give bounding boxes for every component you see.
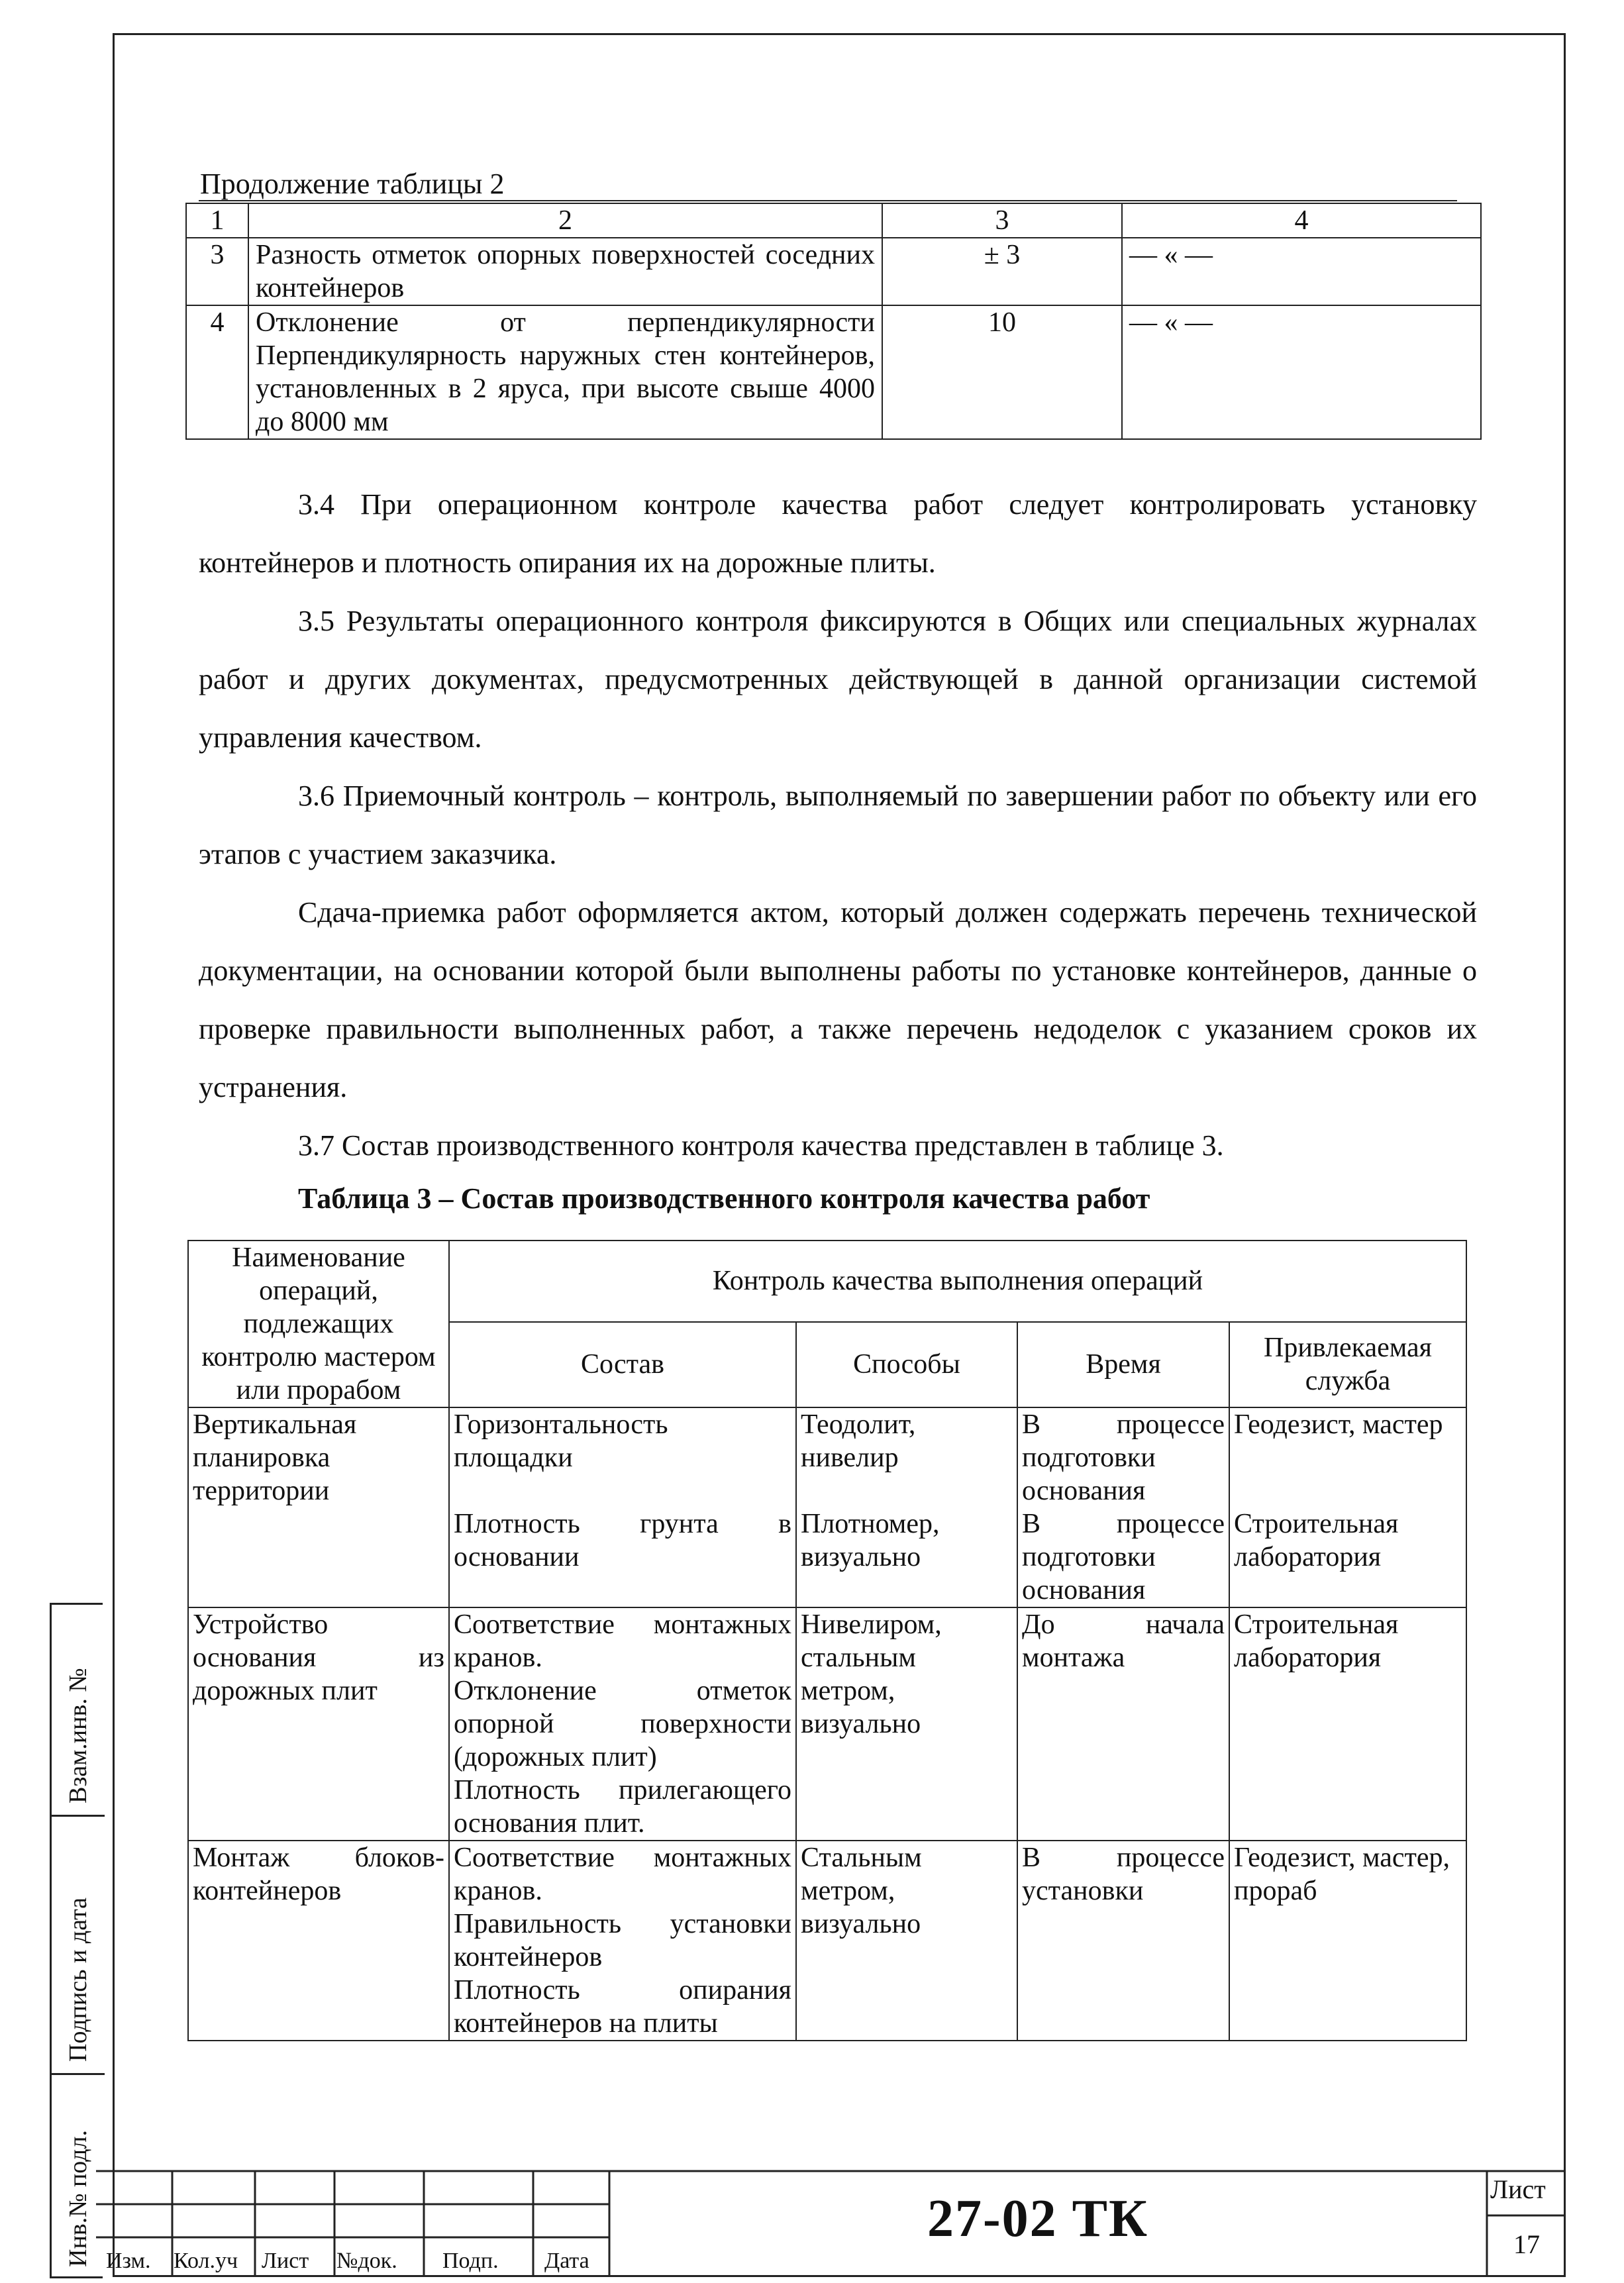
t2-row-value: ± 3 <box>882 238 1122 305</box>
stamp-label-date: Дата <box>544 2249 589 2273</box>
col-time-header: Время <box>1017 1322 1229 1407</box>
service-item: Строительная лаборатория <box>1234 1509 1399 1572</box>
service-cell: Геодезист, мастер, прораб <box>1229 1841 1466 2041</box>
t2-h4: 4 <box>1122 203 1481 238</box>
sheet-number: 17 <box>1513 2229 1540 2259</box>
t2-row-ref: — « — <box>1122 238 1481 305</box>
stamp-label-docnum: №док. <box>336 2249 397 2273</box>
col-operations-header: Наименование операций, подлежащих контролю мастером или прорабом <box>188 1241 449 1407</box>
paragraph-text: 3.6 Приемочный контроль – контроль, выполняемый по завершении работ по объекту или его этапов с участием заказчика. <box>199 780 1477 870</box>
operation-cell: Вертикальная планировка территории <box>188 1407 449 1607</box>
composition-item: Плотность опирания контейнеров на плиты <box>454 1975 791 2039</box>
time-cell: В процессе установки <box>1017 1841 1229 2041</box>
t2-row-text: Отклонение от перпендикулярности Перпендикулярность наружных стен контейнеров, установленных в 2 яруса, при высоте свыше 4000 до 8000 мм <box>248 305 882 439</box>
method-cell: Нивелиром, стальным метром, визуально <box>796 1607 1017 1841</box>
composition-item: Соответствие монтажных кранов. <box>454 1843 791 1906</box>
col-service-header: Привлекаемая служба <box>1229 1322 1466 1407</box>
sheet-label: Лист <box>1490 2174 1546 2204</box>
paragraph-text: 3.7 Состав производственного контроля качества представлен в таблице 3. <box>298 1129 1224 1162</box>
group-header: Контроль качества выполнения операций <box>449 1241 1466 1322</box>
service-cell: Строительная лаборатория <box>1229 1607 1466 1841</box>
side-label-replaced-inv: Взам.инв. № <box>64 1668 92 1803</box>
paragraph-text: Сдача-приемка работ оформляется актом, который должен содержать перечень технической документации, на основании которой были выполнены работы по установке контейнеров, данные о проверке правильности выполненных работ, а также перечень недоделок с указанием сроков их устранения. <box>199 896 1477 1103</box>
paragraph-text: 3.4 При операционном контроле качества работ следует контролировать установку контейнеров и плотность опирания их на дорожные плиты. <box>199 488 1477 579</box>
method-cell: Стальным метром, визуально <box>796 1841 1017 2041</box>
stamp-label-sheet: Лист <box>262 2249 309 2273</box>
composition-item: Правильность установки контейнеров <box>454 1909 791 1972</box>
service-item: Геодезист, мастер <box>1234 1409 1443 1440</box>
side-label-inv-orig: Инв.№ подл. <box>64 2129 92 2267</box>
stamp-label-signature: Подп. <box>442 2249 499 2273</box>
composition-item: Плотность прилегающего основания плит. <box>454 1775 791 1839</box>
composition-item: Плотность грунта в основании <box>454 1509 791 1572</box>
document-code: 27-02 ТК <box>927 2190 1149 2248</box>
table3-title: Таблица 3 – Состав производственного контроля качества работ <box>298 1182 1150 1215</box>
operation-cell: Устройство основания из дорожных плит <box>188 1607 449 1841</box>
side-label-sign-date: Подпись и дата <box>64 1897 92 2062</box>
time-item: В процессе подготовки основания <box>1022 1509 1225 1605</box>
composition-item: Горизонтальность площадки <box>454 1409 668 1473</box>
t2-h3: 3 <box>882 203 1122 238</box>
t2-row-num: 3 <box>186 238 248 305</box>
paragraph-text: 3.5 Результаты операционного контроля фиксируются в Общих или специальных журналах работ и других документах, предусмотренных действующей в данной организации системой управления качеством. <box>199 605 1477 754</box>
t2-row-value: 10 <box>882 305 1122 439</box>
stamp-label-count: Кол.уч <box>174 2249 238 2273</box>
col-composition-header: Состав <box>449 1322 796 1407</box>
stamp-label-change: Изм. <box>106 2249 151 2273</box>
t2-row-num: 4 <box>186 305 248 439</box>
time-cell: До начала монтажа <box>1017 1607 1229 1841</box>
col-methods-header: Способы <box>796 1322 1017 1407</box>
t2-h2: 2 <box>248 203 882 238</box>
t2-row-text: Разность отметок опорных поверхностей соседних контейнеров <box>248 238 882 305</box>
t2-h1: 1 <box>186 203 248 238</box>
operation-cell: Монтаж блоков-контейнеров <box>188 1841 449 2041</box>
time-item: В процессе подготовки основания <box>1022 1409 1225 1506</box>
composition-item: Соответствие монтажных кранов. <box>454 1609 791 1673</box>
t2-row-ref: — « — <box>1122 305 1481 439</box>
table2-caption: Продолжение таблицы 2 <box>200 168 505 200</box>
method-item: Теодолит, нивелир <box>801 1409 916 1473</box>
composition-item: Отклонение отметок опорной поверхности (дорожных плит) <box>454 1676 791 1772</box>
method-item: Плотномер, визуально <box>801 1509 940 1572</box>
